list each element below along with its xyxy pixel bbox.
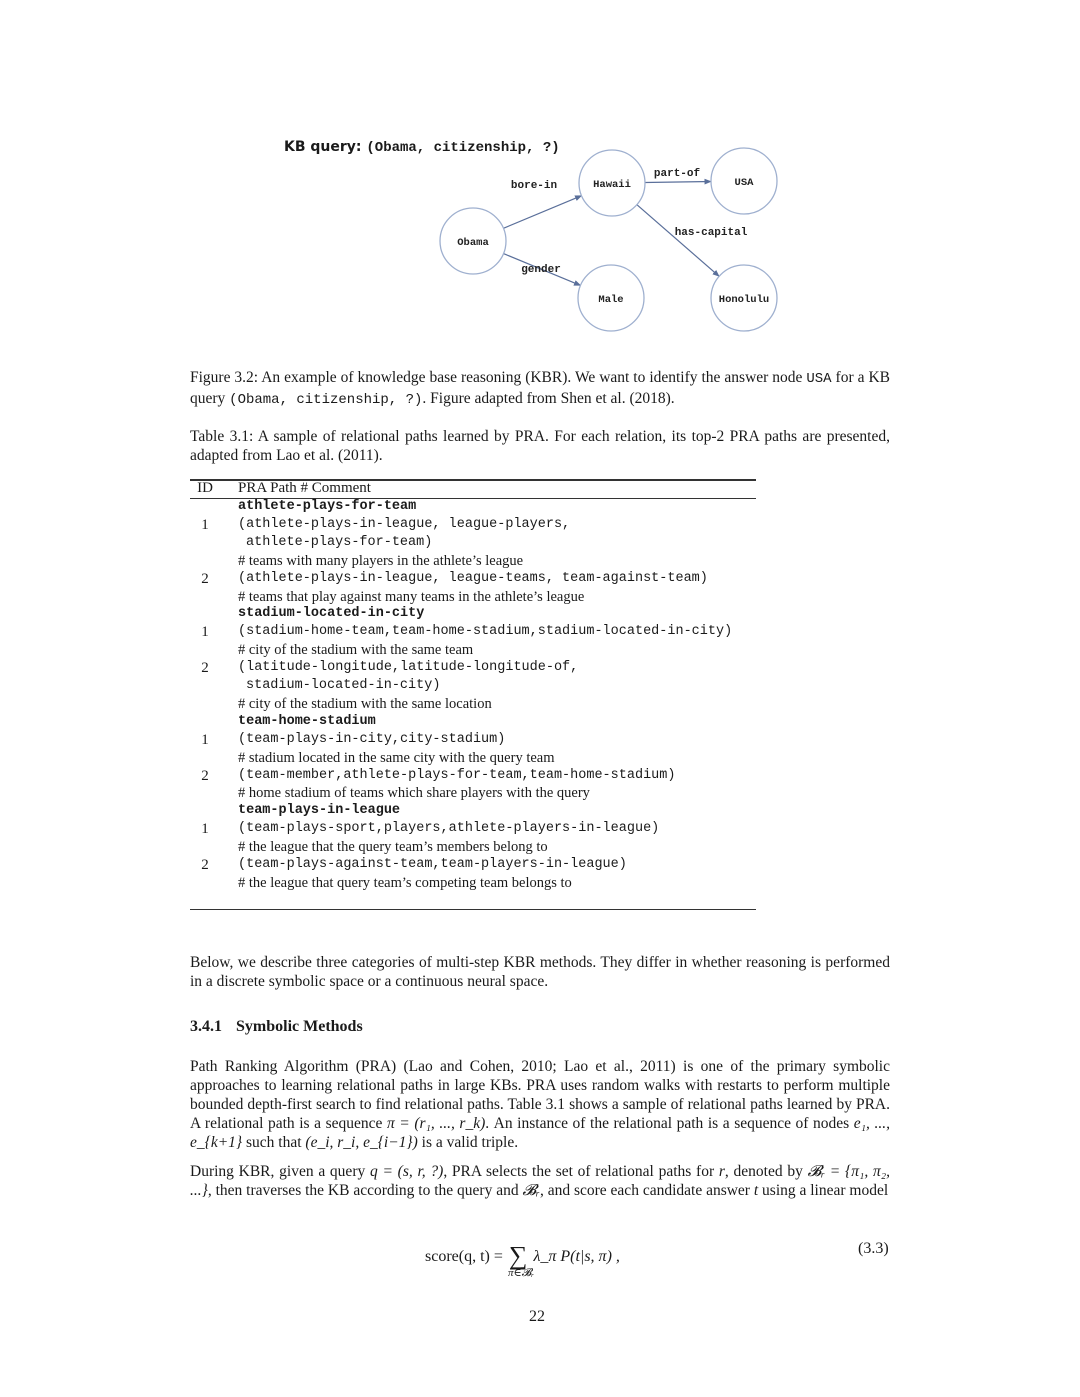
table-cell-path: (athlete-plays-in-league, league-teams, team-against-team) <box>238 570 708 586</box>
kbr-text-6: using a linear model <box>758 1182 889 1199</box>
kbr-text-5: , and score each candidate answer <box>539 1182 754 1199</box>
table-cell-relation: athlete-plays-for-team <box>238 499 417 514</box>
pra-text-3: such that <box>242 1134 306 1151</box>
page-number: 22 <box>529 1308 545 1325</box>
kbr-math-br: 𝓑ᵣ <box>522 1182 540 1199</box>
edge-label-bore-in: bore-in <box>510 180 558 192</box>
table-cell-id: 1 <box>201 731 209 748</box>
table-cell-relation: stadium-located-in-city <box>238 606 425 622</box>
kb-query-value: (Obama, citizenship, ?) <box>366 140 560 156</box>
kbr-text-3: , denoted by <box>724 1163 808 1180</box>
figure-caption-middle: for a KB query <box>190 369 890 407</box>
figure-caption-query: (Obama, citizenship, ?) <box>229 392 423 408</box>
kbr-paragraph <box>190 1162 890 1200</box>
table-cell-id: 2 <box>201 660 209 677</box>
table-cell-id: 2 <box>201 570 209 587</box>
table-cell-comment: # teams with many players in the athlete’s league <box>238 552 524 569</box>
edge-label-has-capital: has-capital <box>674 227 748 239</box>
equation-lhs: score(q, t) = <box>425 1248 503 1265</box>
kbr-text-1: During KBR, given a query <box>190 1163 370 1180</box>
kbr-math-t: t <box>753 1182 759 1199</box>
table-cell-path: stadium-located-in-city) <box>246 678 441 693</box>
kbr-math-query: q = (s, r, ?) <box>369 1163 444 1180</box>
table-cell-path: (latitude-longitude,latitude-longitude-of, <box>238 660 579 676</box>
edge-part-of <box>645 181 711 182</box>
section-title: Symbolic Methods <box>236 1018 363 1035</box>
node-label-honolulu: Honolulu <box>718 294 770 306</box>
equation-sum-subscript: π∈𝓑ᵣ <box>508 1267 535 1279</box>
table-cell-comment: # the league that the query team’s members belong to <box>238 839 548 856</box>
equation-sum-symbol: ∑ <box>508 1241 528 1270</box>
table-caption: Table 3.1: A sample of relational paths learned by PRA. For each relation, its top-2 PRA paths are presented, adapted from Lao et al. (2011). <box>190 428 890 464</box>
edge-label-gender: gender <box>521 264 561 276</box>
pra-math-triple: (e_i, r_i, e_{i−1}) <box>305 1134 418 1151</box>
pra-math-nodes: e₁, ..., e_{k+1} <box>190 1115 890 1151</box>
section-heading <box>190 1018 377 1036</box>
pra-text-2: . An instance of the relational path is a sequence of nodes <box>485 1115 854 1132</box>
kbr-math-r: r <box>718 1163 725 1180</box>
table-cell-path: (athlete-plays-in-league, league-players, <box>238 516 571 532</box>
table-cell-id: 2 <box>201 857 209 873</box>
kbr-text-4: , then traverses the KB according to the query and <box>207 1182 523 1199</box>
pra-text-1: Path Ranking Algorithm (PRA) (Lao and Cohen, 2010; Lao et al., 2011) is one of the primary symbolic approaches to learning relational paths in large KBs. PRA uses random walks with restarts to perform multiple bounded depth-first search to find relational paths. Table 3.1 shows a sample of relational paths learned by PRA. A relational path is a sequence <box>190 1058 890 1132</box>
table-cell-id: 1 <box>201 516 209 533</box>
table-cell-path: (stadium-home-team,team-home-stadium,stadium-located-in-city) <box>238 624 733 640</box>
figure-caption-prefix: Figure 3.2: An example of knowledge base reasoning (KBR). We want to identify the answer node <box>190 369 807 386</box>
section-number: 3.4.1 <box>190 1018 222 1035</box>
figure-caption-suffix: . Figure adapted from Shen et al. (2018). <box>422 390 675 407</box>
table-header-path: PRA Path # Comment <box>238 480 371 496</box>
kb-graph-figure <box>0 0 1080 360</box>
table-cell-comment: # teams that play against many teams in the athlete’s league <box>238 588 585 605</box>
kbr-text-2: , PRA selects the set of relational paths for <box>443 1163 719 1180</box>
table-cell-comment: # city of the stadium with the same team <box>238 642 474 659</box>
node-label-male: Male <box>598 294 624 306</box>
table-header-id: ID <box>197 480 213 496</box>
table-cell-comment: # stadium located in the same city with the query team <box>238 749 555 766</box>
equation-number: (3.3) <box>858 1240 889 1257</box>
figure-caption-answer-node: USA <box>806 371 832 387</box>
figure-caption <box>190 368 890 410</box>
table-cell-path: (team-plays-sport,players,athlete-players-in-league) <box>238 821 660 837</box>
edge-has-capital <box>637 205 719 277</box>
table-cell-comment: # home stadium of teams which share players with the query <box>238 785 590 802</box>
node-label-usa: USA <box>734 177 754 189</box>
node-label-hawaii: Hawaii <box>593 179 631 191</box>
table-cell-path: (team-member,athlete-plays-for-team,team-home-stadium) <box>238 767 676 783</box>
table-cell-comment: # the league that query team’s competing team belongs to <box>238 874 572 891</box>
equation-rhs: λ_π P(t|s, π) , <box>533 1248 620 1265</box>
table-cell-id: 2 <box>201 767 209 784</box>
edge-bore-in <box>503 196 581 229</box>
pra-math-path: π = (r₁, ..., r_k) <box>386 1115 486 1132</box>
table-cell-relation: team-plays-in-league <box>238 803 401 819</box>
table-bottom-rule <box>190 909 756 910</box>
table-cell-path: (team-plays-in-city,city-stadium) <box>238 731 506 747</box>
table-cell-id: 1 <box>201 624 209 641</box>
equation-3-3 <box>425 1238 620 1268</box>
graph-nodes <box>440 148 777 331</box>
node-label-obama: Obama <box>457 237 489 249</box>
edge-label-part-of: part-of <box>653 168 701 180</box>
kbr-math-set: 𝓑ᵣ = {π₁, π₂, ...} <box>190 1163 890 1199</box>
table-cell-path: (team-plays-against-team,team-players-in-league) <box>238 857 627 872</box>
table-cell-path: athlete-plays-for-team) <box>246 534 433 550</box>
kb-query-prefix: KB query: <box>284 139 362 155</box>
pra-text-4: is a valid triple. <box>417 1134 519 1151</box>
table-cell-id: 1 <box>201 821 209 838</box>
intro-paragraph: Below, we describe three categories of multi-step KBR methods. They differ in whether reasoning is performed in a discrete symbolic space or a continuous neural space. <box>190 954 890 990</box>
pra-paragraph <box>190 1057 890 1152</box>
table-cell-comment: # city of the stadium with the same location <box>238 695 492 712</box>
table-cell-relation: team-home-stadium <box>238 713 376 729</box>
